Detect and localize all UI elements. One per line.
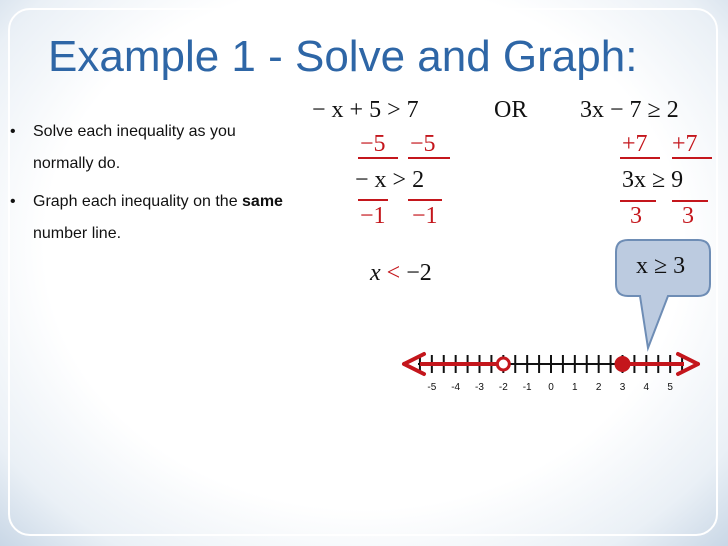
left-divide-right: −1 [412, 203, 438, 229]
number-line-tick-label: 1 [572, 382, 578, 393]
left-equation: − x + 5 > 7 [312, 97, 419, 123]
bullet-text-line1: Graph each inequality on the [33, 193, 243, 210]
left-subtract-right: −5 [410, 131, 436, 157]
number-line-tick-label: 4 [643, 382, 650, 393]
number-line-tick-label: 2 [595, 382, 602, 393]
or-connector: OR [494, 97, 528, 123]
right-equation: 3x − 7 ≥ 2 [580, 97, 679, 123]
right-add-left: +7 [622, 131, 648, 157]
right-divide-left: 3 [630, 203, 642, 229]
number-line-tick-label: -5 [427, 382, 437, 393]
left-divide-left: −1 [360, 203, 386, 229]
right-add-right: +7 [672, 131, 698, 157]
number-line-tick-label: -2 [498, 382, 508, 393]
closed-point [616, 357, 630, 371]
number-line-tick-label: -4 [451, 382, 461, 393]
bullet-bold-word: same [242, 193, 283, 210]
bullet-text-line2: normally do. [33, 155, 121, 172]
number-line-tick-label: -1 [522, 382, 532, 393]
left-result-op: < [386, 260, 401, 286]
left-step2: − x > 2 [355, 167, 425, 193]
left-subtract-left: −5 [360, 131, 386, 157]
bullet-dot: • [10, 123, 16, 140]
number-line-tick-label: 0 [548, 382, 554, 393]
number-line-tick-label: 3 [619, 382, 626, 393]
left-result-var: x [370, 260, 381, 286]
number-line-tick-label: -3 [475, 382, 484, 393]
right-result: x ≥ 3 [636, 253, 686, 279]
right-divide-right: 3 [682, 203, 694, 229]
number-line-tick-label: 5 [667, 382, 673, 393]
bullet-text-line2: number line. [33, 225, 122, 242]
bullet-dot: • [10, 193, 16, 210]
slide-title: Example 1 - Solve and Graph: [48, 32, 638, 81]
bullet-text-line1: Solve each inequality as you [33, 123, 236, 140]
left-result-value: −2 [406, 260, 432, 286]
right-step2: 3x ≥ 9 [622, 167, 684, 193]
open-point [497, 358, 509, 370]
